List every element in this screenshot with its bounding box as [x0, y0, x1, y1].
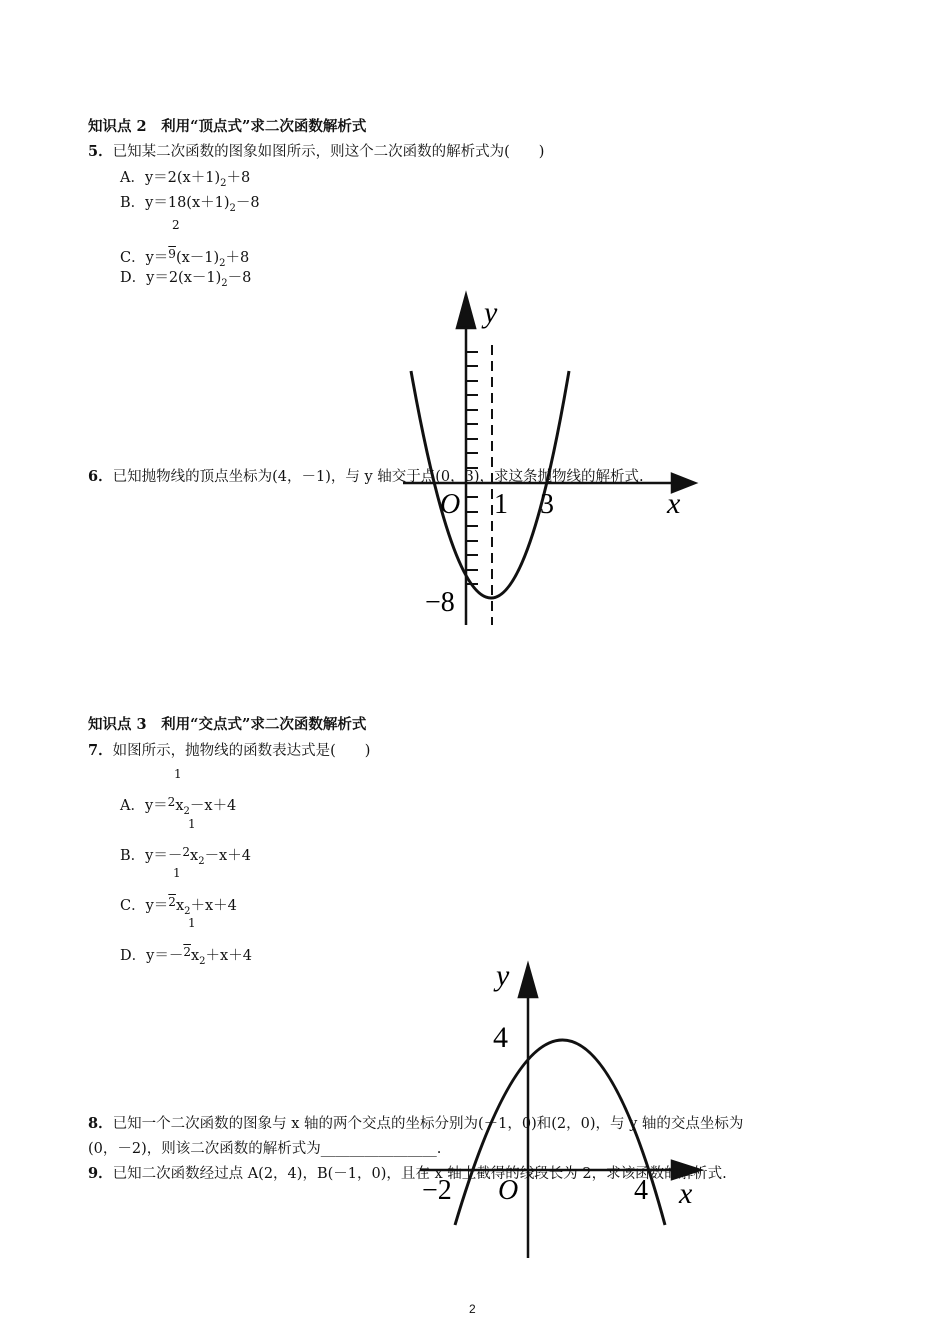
fraction-numerator: 1: [173, 866, 181, 880]
question-text: 已知某二次函数的图象如图所示，则这个二次函数的解析式为( ): [112, 144, 545, 160]
option-text: A．y＝2(x＋1): [120, 170, 221, 186]
question-number: 6．: [88, 468, 113, 485]
x-axis-label: x: [667, 487, 681, 520]
option-text: C．y＝: [120, 250, 169, 266]
option-text: x: [175, 898, 185, 914]
y-axis-label: y: [496, 959, 510, 992]
option-text: (x－1): [175, 250, 220, 266]
tick-label-4x: 4: [634, 1175, 648, 1206]
section-heading-2: 知识点 2 利用“顶点式”求二次函数解析式: [88, 118, 367, 135]
option-text: －x: [189, 798, 213, 814]
fraction-denominator: 2: [183, 945, 191, 959]
origin-label: O: [440, 489, 461, 520]
option-text: B．y＝18(x＋1): [120, 195, 230, 211]
fraction-numerator: 1: [174, 767, 182, 781]
tick-label-1: 1: [494, 489, 508, 520]
exponent: 2: [198, 856, 205, 867]
option-text: x: [190, 948, 200, 964]
option-text: ＋8: [226, 170, 251, 186]
option-text: A．y＝: [120, 798, 168, 814]
exponent: 2: [183, 806, 190, 817]
exponent: 2: [220, 178, 227, 189]
y-axis-arrow: [519, 965, 537, 997]
question-8-line2: (0，－2)，则该二次函数的解析式为________________.: [88, 1141, 442, 1157]
section-heading-3: 知识点 3 利用“交点式”求二次函数解析式: [88, 716, 367, 733]
fraction-numerator: 1: [188, 916, 196, 930]
y-axis-label: y: [484, 296, 498, 329]
fraction-denominator: 9: [168, 247, 176, 261]
tick-label-4y: 4: [493, 1021, 508, 1054]
fraction-denominator: 2: [182, 845, 190, 859]
question-text: 已知二次函数经过点 A(2，4)，B(－1，0)，且在 x 轴上截得的线段长为 2，求该函数的解析式.: [112, 1166, 727, 1182]
exponent: 2: [184, 906, 191, 917]
question-number: 8．: [88, 1115, 113, 1132]
tick-label-neg8: −8: [425, 587, 455, 618]
option-text: ＋x＋4: [205, 948, 252, 964]
tick-label-neg2: −2: [422, 1175, 452, 1206]
option-text: ＋x＋4: [190, 898, 237, 914]
option-text: －8: [235, 195, 260, 211]
fraction-numerator: 2: [172, 218, 180, 232]
question-text: 已知抛物线的顶点坐标为(4，－1)，与 y 轴交于点(0，3)，求这条抛物线的解析式.: [112, 469, 644, 485]
option-text: ＋4: [212, 798, 237, 814]
question-text: 如图所示，抛物线的函数表达式是( ): [112, 743, 371, 759]
question-number: 7．: [88, 742, 113, 759]
fraction-denominator: 2: [167, 795, 176, 809]
exponent: 2: [219, 258, 226, 269]
option-text: D．y＝2(x－1): [120, 270, 222, 286]
tick-label-3: 3: [540, 489, 554, 520]
option-text: －8: [227, 270, 252, 286]
option-text: ＋8: [225, 250, 250, 266]
fraction-denominator: 2: [168, 895, 176, 909]
exponent: 2: [229, 203, 236, 214]
option-text: C．y＝: [120, 898, 169, 914]
option-text: B．y＝－: [120, 848, 183, 864]
question-9: [88, 1165, 727, 1183]
exponent: 2: [199, 956, 206, 967]
question-8-line1: [88, 1115, 743, 1133]
option-text: x: [175, 798, 184, 814]
option-text: D．y＝－: [120, 948, 184, 964]
exponent: 2: [221, 278, 228, 289]
option-text: －x＋4: [204, 848, 251, 864]
question-text: 已知一个二次函数的图象与 x 轴的两个交点的坐标分别为(－1，0)和(2，0)，与 y 轴的交点坐标为: [112, 1116, 744, 1132]
origin-label: O: [498, 1175, 519, 1206]
page-number: 2: [469, 1302, 476, 1316]
fraction-numerator: 1: [188, 817, 196, 831]
option-text: x: [190, 848, 199, 864]
x-axis-label: x: [679, 1177, 693, 1210]
question-number: 9．: [88, 1165, 113, 1182]
question-number: 5．: [88, 143, 113, 160]
